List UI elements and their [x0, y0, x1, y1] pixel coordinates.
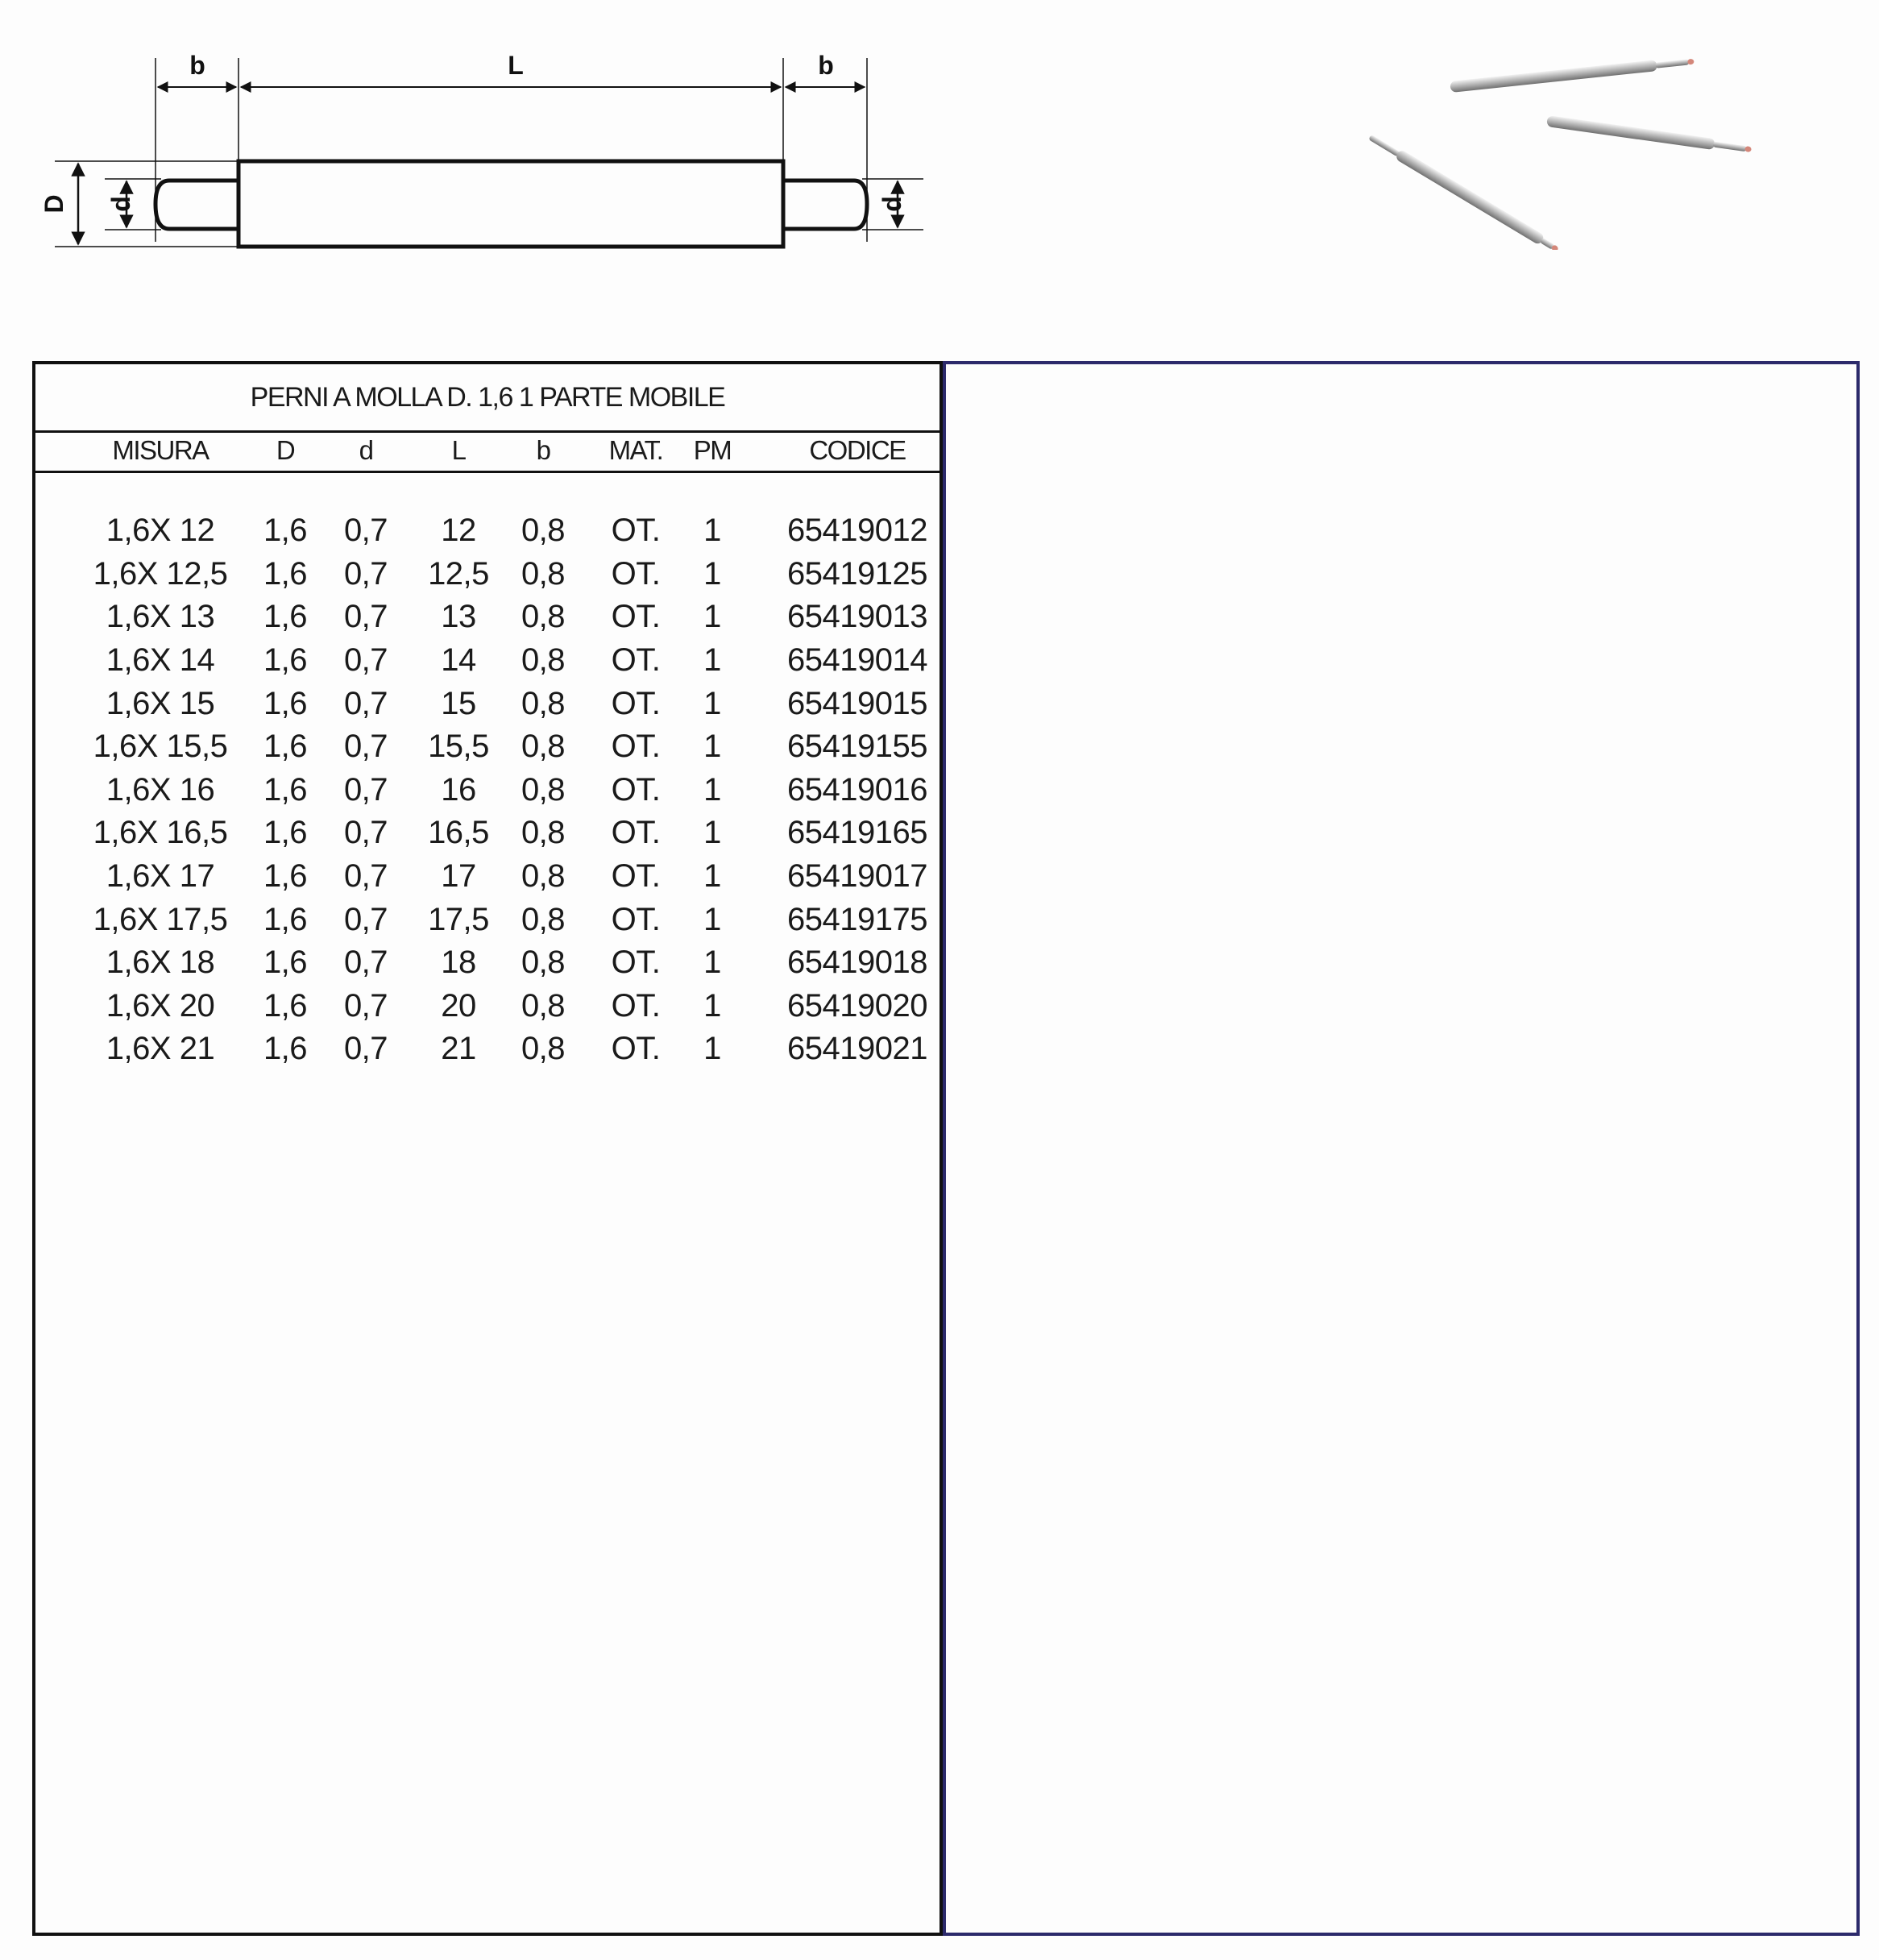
- header-d-inner: d: [359, 435, 373, 465]
- cell-material: OT.: [611, 685, 661, 721]
- dim-label-d-left: d: [106, 196, 135, 212]
- cell-misura: 1,6X 17: [106, 858, 215, 895]
- dim-label-D: D: [39, 194, 68, 214]
- cell-material: OT.: [611, 513, 661, 549]
- cell-b: 0,8: [521, 771, 566, 808]
- table-body: [35, 509, 940, 1071]
- cell-misura: 1,6X 21: [106, 1031, 215, 1067]
- cell-pm: 1: [703, 513, 721, 549]
- cell-length: 20: [441, 987, 476, 1024]
- cell-b: 0,8: [521, 901, 566, 937]
- cell-d-outer: 1,6: [263, 513, 308, 549]
- cell-length: 15,5: [428, 729, 489, 765]
- cell-codice: 65419021: [787, 1031, 927, 1067]
- cell-d-inner: 0,7: [343, 945, 388, 981]
- table-row: [35, 898, 940, 941]
- cell-b: 0,8: [521, 815, 566, 851]
- cell-codice: 65419125: [787, 555, 927, 592]
- cell-codice: 65419017: [787, 858, 927, 895]
- cell-misura: 1,6X 16: [106, 771, 215, 808]
- cell-length: 16,5: [428, 815, 489, 851]
- cell-length: 14: [441, 642, 476, 679]
- cell-misura: 1,6X 13: [106, 599, 215, 635]
- cell-material: OT.: [611, 642, 661, 679]
- cell-length: 12,5: [428, 555, 489, 592]
- cell-material: OT.: [611, 901, 661, 937]
- cell-pm: 1: [703, 555, 721, 592]
- cell-length: 12: [441, 513, 476, 549]
- cell-length: 17,5: [428, 901, 489, 937]
- cell-d-inner: 0,7: [343, 815, 388, 851]
- cell-material: OT.: [611, 771, 661, 808]
- cell-codice: 65419014: [787, 642, 927, 679]
- cell-pm: 1: [703, 945, 721, 981]
- cell-d-inner: 0,7: [343, 599, 388, 635]
- cell-d-inner: 0,7: [343, 858, 388, 895]
- cell-misura: 1,6X 15,5: [93, 729, 228, 765]
- cell-d-outer: 1,6: [263, 815, 308, 851]
- cell-misura: 1,6X 15: [106, 685, 215, 721]
- dim-label-b-left: b: [189, 51, 205, 80]
- cell-d-inner: 0,7: [343, 771, 388, 808]
- table-row: [35, 1028, 940, 1071]
- table-header-row: [35, 430, 940, 473]
- cell-length: 17: [441, 858, 476, 895]
- cell-material: OT.: [611, 729, 661, 765]
- header-d-outer: D: [276, 435, 295, 465]
- cell-d-outer: 1,6: [263, 642, 308, 679]
- dim-label-d-right: d: [877, 196, 906, 212]
- cell-d-outer: 1,6: [263, 945, 308, 981]
- table-row: [35, 812, 940, 855]
- header-pm: PM: [693, 435, 732, 465]
- table-row: [35, 985, 940, 1028]
- cell-pm: 1: [703, 642, 721, 679]
- cell-material: OT.: [611, 599, 661, 635]
- header-b: b: [536, 435, 550, 465]
- table-row: [35, 596, 940, 639]
- product-table: [32, 361, 943, 1936]
- cell-misura: 1,6X 20: [106, 987, 215, 1024]
- spring-bar-diagram: [0, 0, 951, 274]
- cell-length: 16: [441, 771, 476, 808]
- cell-codice: 65419016: [787, 771, 927, 808]
- cell-d-outer: 1,6: [263, 987, 308, 1024]
- cell-d-outer: 1,6: [263, 771, 308, 808]
- cell-b: 0,8: [521, 858, 566, 895]
- right-panel: [943, 361, 1860, 1936]
- cell-d-outer: 1,6: [263, 729, 308, 765]
- table-row: [35, 769, 940, 812]
- cell-pm: 1: [703, 987, 721, 1024]
- table-row: [35, 941, 940, 985]
- cell-length: 15: [441, 685, 476, 721]
- cell-b: 0,8: [521, 685, 566, 721]
- cell-b: 0,8: [521, 945, 566, 981]
- cell-codice: 65419155: [787, 729, 927, 765]
- cell-d-inner: 0,7: [343, 729, 388, 765]
- table-row: [35, 725, 940, 769]
- cell-pm: 1: [703, 815, 721, 851]
- cell-codice: 65419018: [787, 945, 927, 981]
- dim-label-L: L: [508, 51, 524, 80]
- cell-b: 0,8: [521, 729, 566, 765]
- table-row: [35, 855, 940, 899]
- cell-codice: 65419013: [787, 599, 927, 635]
- table-row: [35, 639, 940, 683]
- cell-length: 13: [441, 599, 476, 635]
- cell-material: OT.: [611, 1031, 661, 1067]
- cell-material: OT.: [611, 815, 661, 851]
- cell-material: OT.: [611, 987, 661, 1024]
- dim-label-b-right: b: [818, 51, 834, 80]
- table-row: [35, 682, 940, 725]
- cell-b: 0,8: [521, 987, 566, 1024]
- cell-codice: 65419020: [787, 987, 927, 1024]
- cell-pm: 1: [703, 858, 721, 895]
- cell-codice: 65419012: [787, 513, 927, 549]
- cell-codice: 65419165: [787, 815, 927, 851]
- table-title: PERNI A MOLLA D. 1,6 1 PARTE MOBILE: [35, 364, 940, 433]
- header-codice: CODICE: [809, 435, 906, 465]
- cell-length: 18: [441, 945, 476, 981]
- cell-pm: 1: [703, 901, 721, 937]
- cell-pm: 1: [703, 685, 721, 721]
- spring-bars-photo: [1354, 16, 1789, 250]
- cell-b: 0,8: [521, 555, 566, 592]
- cell-b: 0,8: [521, 642, 566, 679]
- table-row: [35, 509, 940, 553]
- cell-d-inner: 0,7: [343, 901, 388, 937]
- cell-misura: 1,6X 17,5: [93, 901, 228, 937]
- cell-pm: 1: [703, 599, 721, 635]
- cell-d-inner: 0,7: [343, 555, 388, 592]
- cell-d-inner: 0,7: [343, 685, 388, 721]
- cell-codice: 65419175: [787, 901, 927, 937]
- cell-material: OT.: [611, 945, 661, 981]
- table-row: [35, 553, 940, 596]
- cell-pm: 1: [703, 729, 721, 765]
- cell-d-outer: 1,6: [263, 1031, 308, 1067]
- cell-b: 0,8: [521, 599, 566, 635]
- cell-misura: 1,6X 12: [106, 513, 215, 549]
- cell-misura: 1,6X 12,5: [93, 555, 228, 592]
- header-material: MAT.: [608, 435, 663, 465]
- cell-d-outer: 1,6: [263, 901, 308, 937]
- cell-codice: 65419015: [787, 685, 927, 721]
- cell-material: OT.: [611, 858, 661, 895]
- header-length: L: [451, 435, 466, 465]
- cell-d-outer: 1,6: [263, 555, 308, 592]
- cell-misura: 1,6X 16,5: [93, 815, 228, 851]
- header-misura: MISURA: [112, 435, 209, 465]
- cell-d-inner: 0,7: [343, 987, 388, 1024]
- cell-b: 0,8: [521, 513, 566, 549]
- cell-d-inner: 0,7: [343, 513, 388, 549]
- cell-b: 0,8: [521, 1031, 566, 1067]
- cell-pm: 1: [703, 1031, 721, 1067]
- cell-length: 21: [441, 1031, 476, 1067]
- cell-d-inner: 0,7: [343, 1031, 388, 1067]
- cell-d-outer: 1,6: [263, 685, 308, 721]
- cell-material: OT.: [611, 555, 661, 592]
- cell-pm: 1: [703, 771, 721, 808]
- cell-d-outer: 1,6: [263, 599, 308, 635]
- cell-d-outer: 1,6: [263, 858, 308, 895]
- cell-misura: 1,6X 14: [106, 642, 215, 679]
- cell-misura: 1,6X 18: [106, 945, 215, 981]
- cell-d-inner: 0,7: [343, 642, 388, 679]
